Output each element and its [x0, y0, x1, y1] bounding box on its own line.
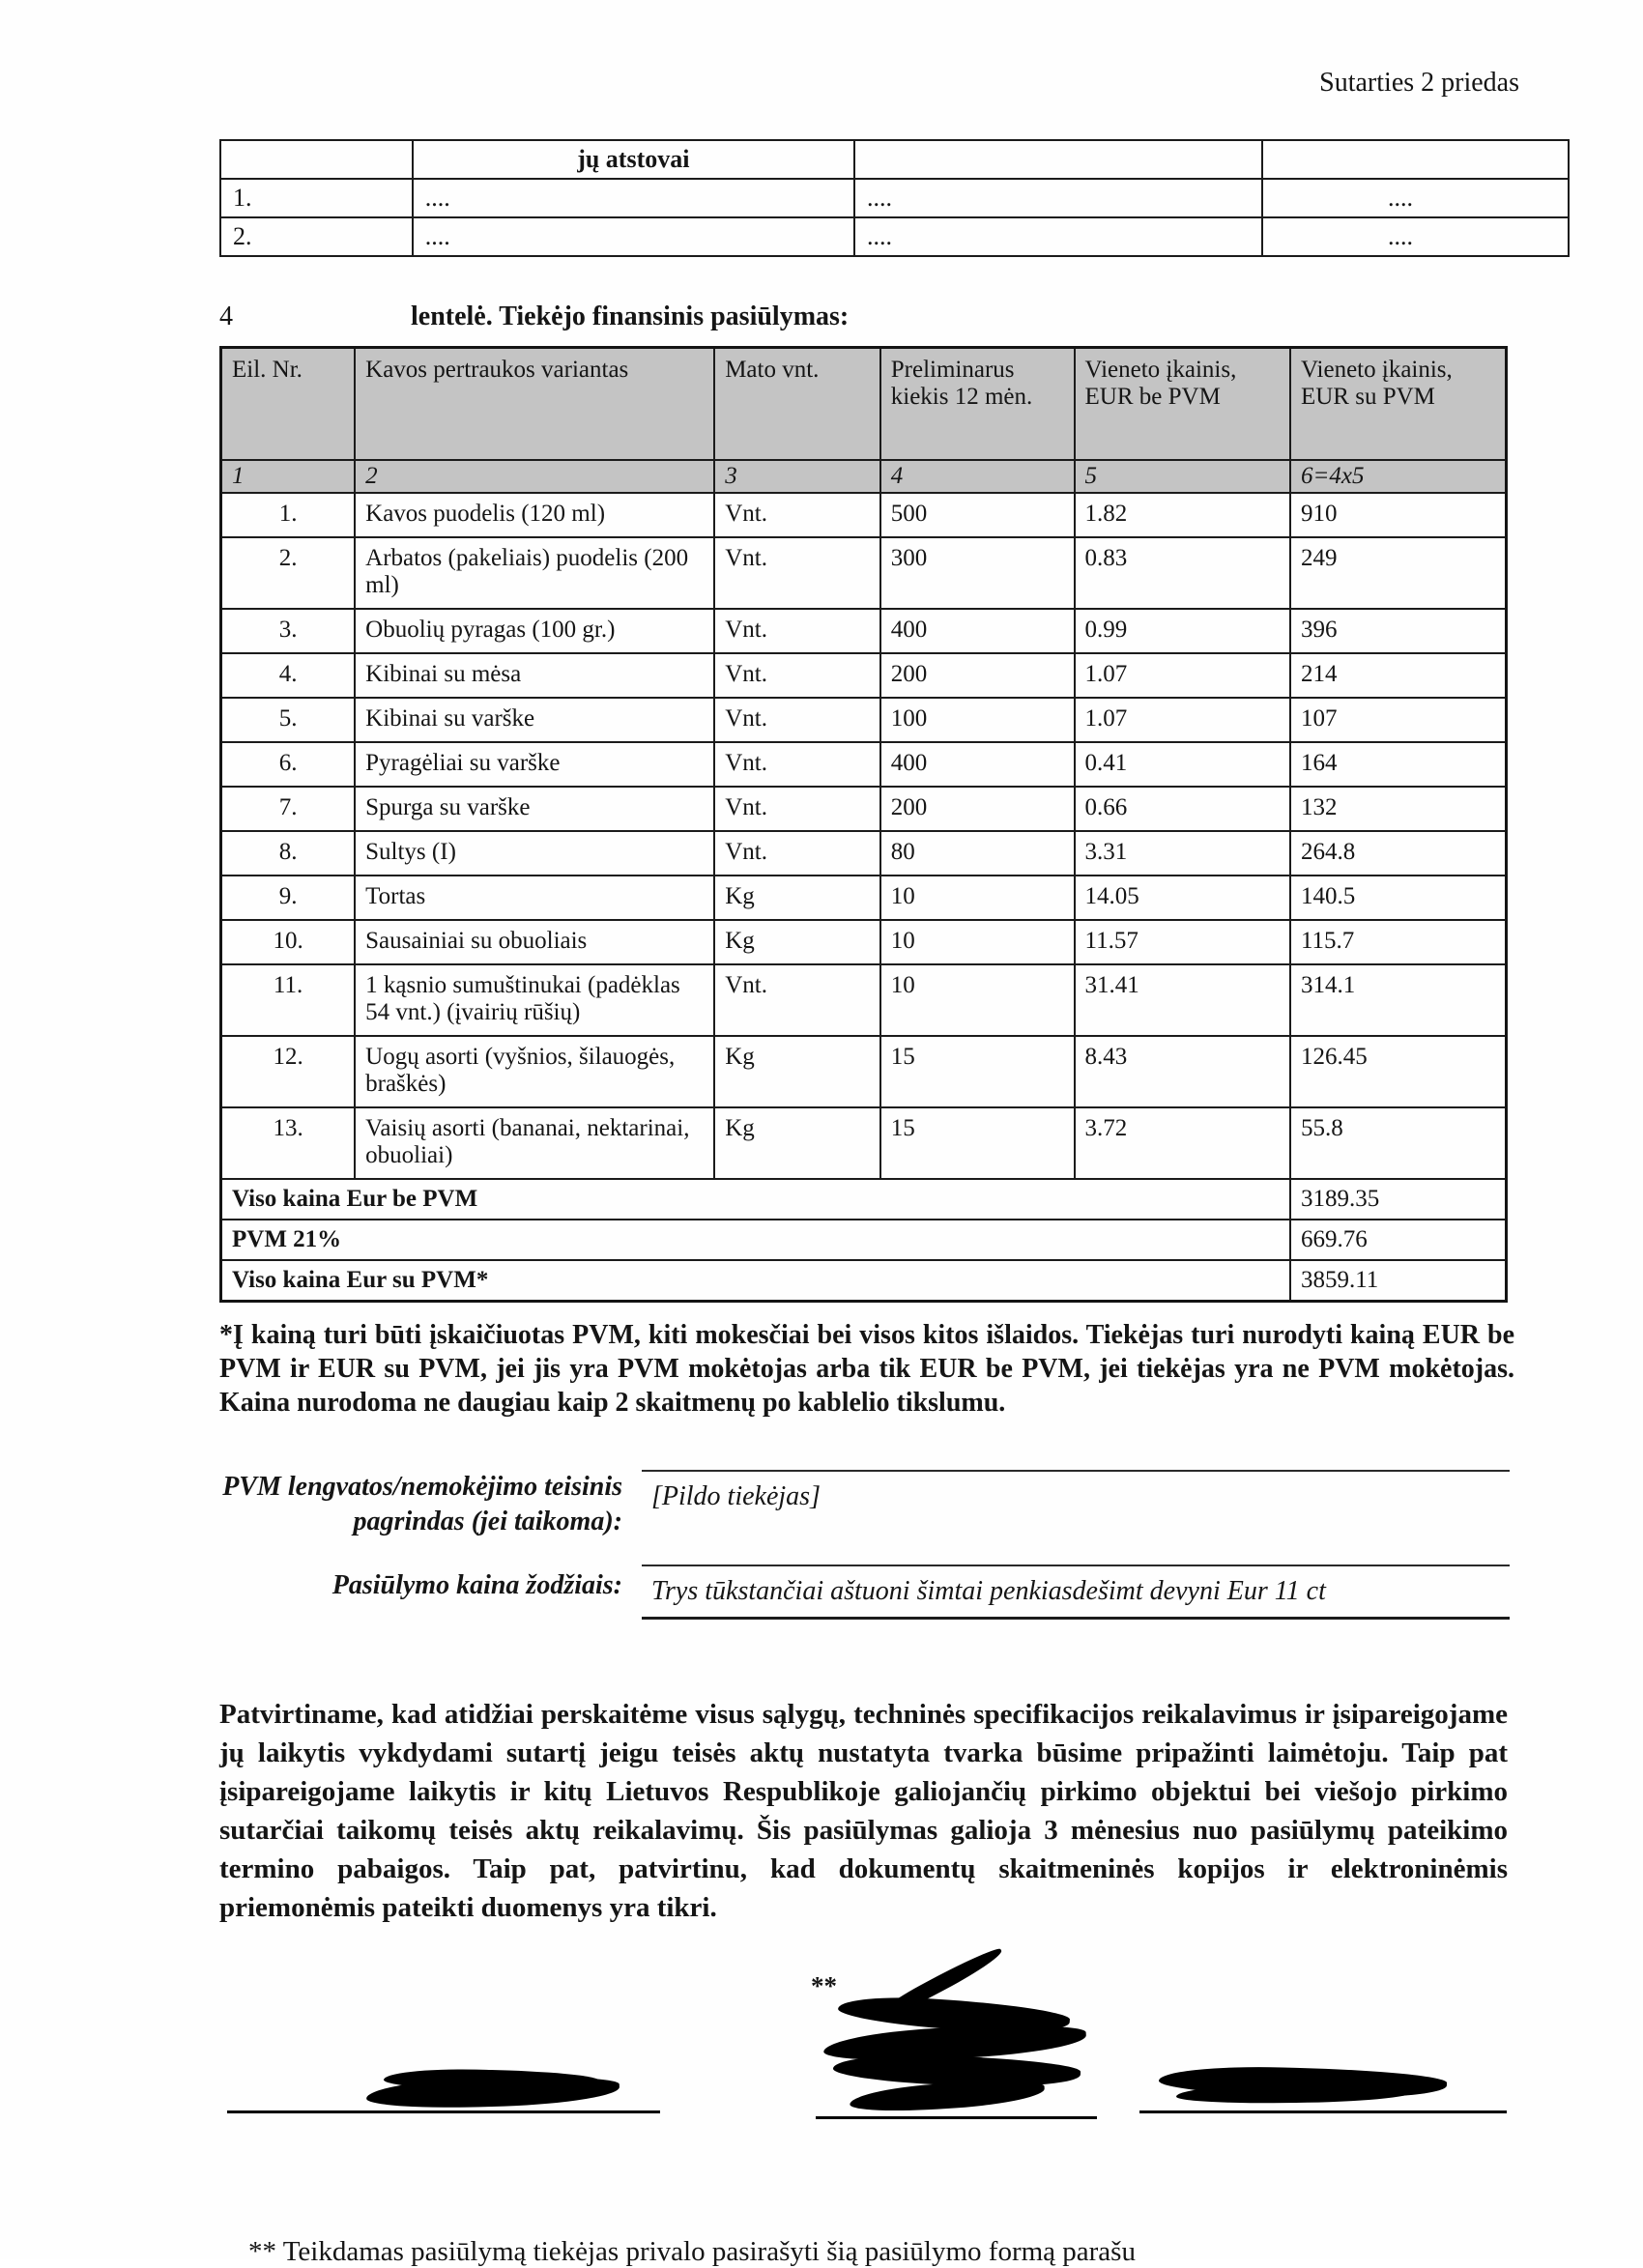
cell-quantity: 10 [880, 876, 1075, 920]
cell-total: 115.7 [1290, 920, 1507, 964]
total-label: Viso kaina Eur be PVM [221, 1179, 1290, 1220]
cell-unit: Vnt. [714, 537, 880, 609]
cell-total: 314.1 [1290, 964, 1507, 1036]
representatives-header-empty [854, 140, 1262, 179]
cell-variant: Sultys (I) [355, 831, 714, 876]
total-value: 669.76 [1290, 1220, 1507, 1260]
cell-quantity: 15 [880, 1107, 1075, 1179]
cell-number: 7. [221, 787, 356, 831]
cell-number: 13. [221, 1107, 356, 1179]
representatives-header: jų atstovai [413, 140, 854, 179]
table-row [221, 831, 1507, 876]
cell-unit-price: 0.83 [1075, 537, 1290, 609]
column-header: Vieneto įkainis, EUR be PVM [1075, 348, 1290, 460]
cell-variant: Sausainiai su obuoliais [355, 920, 714, 964]
cell-total: 126.45 [1290, 1036, 1507, 1107]
table-caption [219, 301, 1570, 332]
form-fields [219, 1470, 1510, 1620]
cell-number: 4. [221, 653, 356, 698]
cell-total: 164 [1290, 742, 1507, 787]
representatives-header-empty [220, 140, 413, 179]
cell-number: 10. [221, 920, 356, 964]
cell-unit-price: 1.07 [1075, 653, 1290, 698]
column-header: Kavos pertraukos variantas [355, 348, 714, 460]
cell-number: 3. [221, 609, 356, 653]
cell-unit: Kg [714, 876, 880, 920]
total-value: 3859.11 [1290, 1260, 1507, 1302]
cell-number: 8. [221, 831, 356, 876]
caption-title: lentelė. Tiekėjo finansinis pasiūlymas: [411, 301, 850, 331]
caption-number: 4 [219, 301, 233, 331]
cell-total: 910 [1290, 493, 1507, 537]
cell-variant: Kibinai su varške [355, 698, 714, 742]
cell-variant: 1 kąsnio sumuštinukai (padėklas 54 vnt.) (įvairių rūšių) [355, 964, 714, 1036]
table-row [221, 964, 1507, 1036]
total-row [221, 1220, 1507, 1260]
field-label-price-in-words: Pasiūlymo kaina žodžiais: [331, 1570, 622, 1601]
column-header: Vieneto įkainis, EUR su PVM [1290, 348, 1507, 460]
corner-label: Sutarties 2 priedas [1319, 68, 1519, 98]
total-label: Viso kaina Eur su PVM* [221, 1260, 1290, 1302]
table-row [221, 537, 1507, 609]
total-row [221, 1260, 1507, 1302]
cell-number: 11. [221, 964, 356, 1036]
cell-variant: Kavos puodelis (120 ml) [355, 493, 714, 537]
cell-total: 249 [1290, 537, 1507, 609]
representatives-cell: .... [413, 217, 854, 256]
cell-unit: Vnt. [714, 609, 880, 653]
cell-unit: Kg [714, 1107, 880, 1179]
cell-unit: Vnt. [714, 698, 880, 742]
representatives-cell: .... [854, 179, 1262, 217]
representatives-header-empty [1262, 140, 1569, 179]
table-row [221, 1107, 1507, 1179]
cell-variant: Arbatos (pakeliais) puodelis (200 ml) [355, 537, 714, 609]
cell-quantity: 10 [880, 920, 1075, 964]
representatives-cell: .... [854, 217, 1262, 256]
cell-unit: Kg [714, 920, 880, 964]
cell-unit-price: 0.99 [1075, 609, 1290, 653]
cell-number: 9. [221, 876, 356, 920]
total-label: PVM 21% [221, 1220, 1290, 1260]
cell-unit-price: 11.57 [1075, 920, 1290, 964]
signature-requirement-note: ** Teikdamas pasiūlymą tiekėjas privalo pasirašyti šią pasiūlymo formą parašu [248, 2236, 1136, 2268]
cell-variant: Uogų asorti (vyšnios, šilauogės, braškės) [355, 1036, 714, 1107]
cell-variant: Obuolių pyragas (100 gr.) [355, 609, 714, 653]
table-row [221, 787, 1507, 831]
cell-quantity: 400 [880, 742, 1075, 787]
column-header: Mato vnt. [714, 348, 880, 460]
table-row [221, 609, 1507, 653]
cell-variant: Tortas [355, 876, 714, 920]
field-row-price-in-words [219, 1568, 1510, 1620]
representatives-cell: .... [413, 179, 854, 217]
representatives-table-body [220, 179, 1569, 256]
column-number: 6=4x5 [1290, 460, 1507, 493]
cell-unit-price: 0.41 [1075, 742, 1290, 787]
cell-unit-price: 14.05 [1075, 876, 1290, 920]
representatives-cell: .... [1262, 217, 1569, 256]
cell-unit-price: 0.66 [1075, 787, 1290, 831]
cell-quantity: 10 [880, 964, 1075, 1036]
column-number: 5 [1075, 460, 1290, 493]
field-value-price-in-words: Trys tūkstančiai aštuoni šimtai penkiasdešimt devyni Eur 11 ct [642, 1568, 1510, 1620]
column-number: 4 [880, 460, 1075, 493]
cell-quantity: 200 [880, 653, 1075, 698]
representatives-cell: 1. [220, 179, 413, 217]
cell-unit: Kg [714, 1036, 880, 1107]
column-number: 3 [714, 460, 880, 493]
table-row [221, 1036, 1507, 1107]
signature-area [219, 1971, 1570, 2172]
representatives-cell: .... [1262, 179, 1569, 217]
cell-total: 132 [1290, 787, 1507, 831]
proposal-table-body [221, 493, 1507, 1179]
cell-variant: Pyragėliai su varške [355, 742, 714, 787]
representatives-row [220, 217, 1569, 256]
cell-quantity: 300 [880, 537, 1075, 609]
signature-footnote-marker: ** [811, 1971, 837, 2001]
cell-unit: Vnt. [714, 964, 880, 1036]
field-label-pvm-basis: PVM lengvatos/nemokėjimo teisinis pagrindas (jei taikoma): [222, 1472, 622, 1537]
cell-variant: Spurga su varške [355, 787, 714, 831]
table-row [221, 920, 1507, 964]
cell-total: 107 [1290, 698, 1507, 742]
representatives-cell: 2. [220, 217, 413, 256]
column-number: 1 [221, 460, 356, 493]
signature-line [816, 2116, 1097, 2119]
cell-unit: Vnt. [714, 787, 880, 831]
table-row [221, 698, 1507, 742]
price-footnote: *Į kainą turi būti įskaičiuotas PVM, kiti mokesčiai bei visos kitos išlaidos. Tiekėjas turi nurodyti kainą EUR be PVM ir EUR su PVM, jei jis yra PVM mokėtojas arba tik EUR be PVM, jei tiekėjas yra ne PVM mokėtojas. Kaina nurodoma ne daugiau kaip 2 skaitmenų po kablelio tikslumu. [219, 1319, 1514, 1419]
table-row [221, 876, 1507, 920]
cell-number: 2. [221, 537, 356, 609]
confirmation-paragraph: Patvirtiname, kad atidžiai perskaitėme visus sąlygų, techninės specifikacijos reikalavimus ir įsipareigojame jų laikytis vykdydami sutartį jeigu teisės aktų nustatyta tvarka būsime pripažinti laimėtoju. Taip pat įsipareigojame laikytis ir kitų Lietuvos Respublikoje galiojančių pirkimo objektui bei viešojo pirkimo sutarčiai taikomų teisės aktų reikalavimų. Šis pasiūlymas galioja 3 mėnesius nuo pasiūlymų pateikimo termino pabaigos. Taip pat, patvirtinu, kad dokumentų skaitmeninės kopijos ir elektroninėmis priemonėmis pateikti duomenys yra tikri. [219, 1698, 1508, 1924]
cell-unit: Vnt. [714, 653, 880, 698]
column-header: Preliminarus kiekis 12 mėn. [880, 348, 1075, 460]
cell-variant: Vaisių asorti (bananai, nektarinai, obuoliai) [355, 1107, 714, 1179]
cell-number: 1. [221, 493, 356, 537]
cell-number: 6. [221, 742, 356, 787]
cell-unit-price: 1.07 [1075, 698, 1290, 742]
cell-quantity: 400 [880, 609, 1075, 653]
column-header: Eil. Nr. [221, 348, 356, 460]
cell-total: 396 [1290, 609, 1507, 653]
total-value: 3189.35 [1290, 1179, 1507, 1220]
cell-quantity: 500 [880, 493, 1075, 537]
redaction-blob [849, 2077, 1045, 2115]
cell-number: 5. [221, 698, 356, 742]
cell-quantity: 100 [880, 698, 1075, 742]
table-row [221, 653, 1507, 698]
cell-unit: Vnt. [714, 742, 880, 787]
representatives-table [219, 139, 1570, 257]
cell-quantity: 80 [880, 831, 1075, 876]
proposal-table [219, 346, 1508, 1303]
cell-unit-price: 3.31 [1075, 831, 1290, 876]
cell-unit-price: 8.43 [1075, 1036, 1290, 1107]
table-row [221, 742, 1507, 787]
cell-quantity: 200 [880, 787, 1075, 831]
cell-unit-price: 3.72 [1075, 1107, 1290, 1179]
cell-total: 264.8 [1290, 831, 1507, 876]
cell-quantity: 15 [880, 1036, 1075, 1107]
cell-unit-price: 31.41 [1075, 964, 1290, 1036]
proposal-table-foot [221, 1179, 1507, 1302]
field-value-pvm-basis: [Pildo tiekėjas] [642, 1470, 1510, 1566]
field-row-pvm-basis [219, 1470, 1510, 1566]
cell-number: 12. [221, 1036, 356, 1107]
cell-total: 214 [1290, 653, 1507, 698]
representatives-header-row [220, 140, 1569, 179]
signature-line [227, 2110, 660, 2113]
cell-total: 55.8 [1290, 1107, 1507, 1179]
cell-total: 140.5 [1290, 876, 1507, 920]
signature-line [1139, 2110, 1507, 2113]
table-row [221, 493, 1507, 537]
representatives-row [220, 179, 1569, 217]
proposal-table-head [221, 348, 1507, 493]
cell-unit-price: 1.82 [1075, 493, 1290, 537]
cell-unit: Vnt. [714, 493, 880, 537]
cell-variant: Kibinai su mėsa [355, 653, 714, 698]
column-number: 2 [355, 460, 714, 493]
header-row [221, 348, 1507, 460]
column-number-row [221, 460, 1507, 493]
cell-unit: Vnt. [714, 831, 880, 876]
total-row [221, 1179, 1507, 1220]
